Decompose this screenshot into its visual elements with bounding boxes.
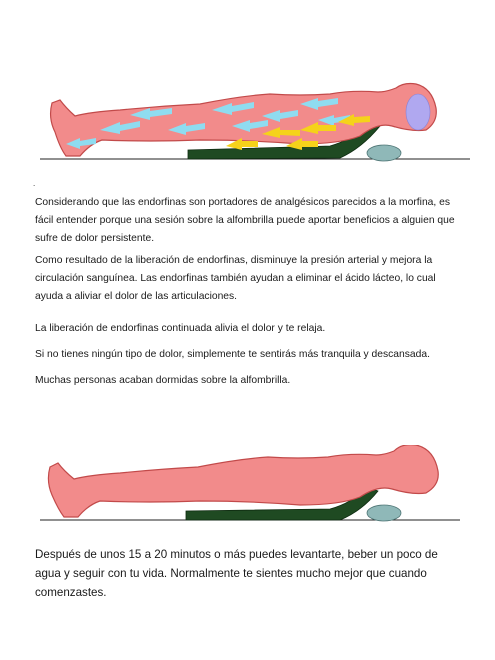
paragraph-5: Muchas personas acaban dormidas sobre la alfombrilla. bbox=[35, 375, 291, 386]
head-glow bbox=[406, 94, 430, 130]
closing-paragraph: Después de unos 15 a 20 minutos o más puedes levantarte, beber un poco de agua y seguir con tu vida. Normalmente te sientes mucho mejor que cuando comenzastes. bbox=[35, 548, 438, 599]
paragraph-4: Si no tienes ningún tipo de dolor, simplemente te sentirás más tranquila y descansada. bbox=[35, 349, 430, 360]
figure-mat-endorphins bbox=[0, 70, 495, 170]
stray-mark: . bbox=[33, 179, 36, 188]
paragraph-2: Como resultado de la liberación de endorfinas, disminuye la presión arterial y mejora la circulación sanguínea. Las endorfinas también ayudan a eliminar el ácido lácteo, lo cual ayuda a aliviar el dolor de las articulaciones. bbox=[35, 255, 436, 302]
figure-mat-resting bbox=[0, 445, 495, 535]
neck-pillow bbox=[367, 505, 401, 521]
paragraph-1: Considerando que las endorfinas son portadores de analgésicos parecidos a la morfina, es fácil entender porque una sesión sobre la alfombrilla puede aportar beneficios a alguien que sufre de dolor persistente. bbox=[35, 197, 455, 244]
paragraph-3: La liberación de endorfinas continuada alivia el dolor y te relaja. bbox=[35, 323, 326, 334]
neck-pillow bbox=[367, 145, 401, 161]
